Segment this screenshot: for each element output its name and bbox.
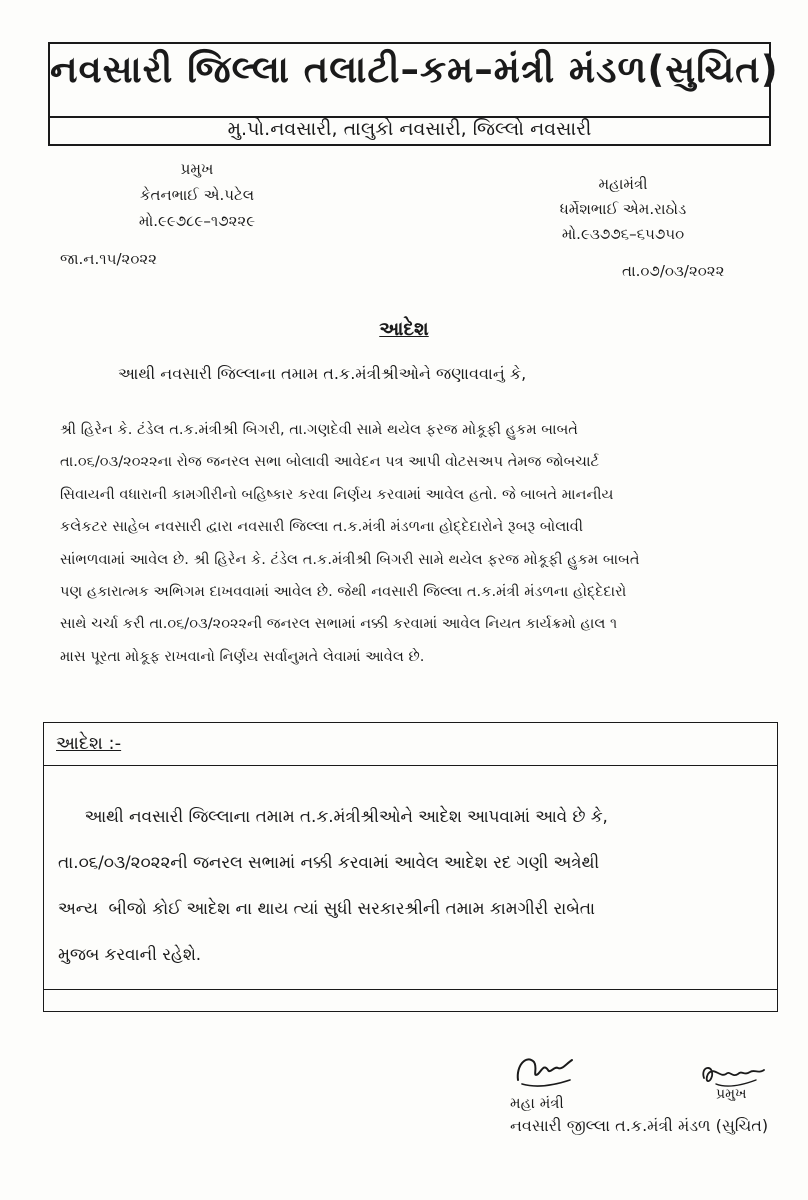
body-line: તા.૦૬/૦૩/૨૦૨૨ના રોજ જનરલ સભા બોલાવી આવેદન પત્ર આપી વોટસઅપ તેમજ જોબચાર્ટ xyxy=(60,453,600,471)
president-title: પ્રમુખ xyxy=(716,1086,747,1102)
body-line: સિવાયની વધારાની કામગીરીનો બહિષ્કાર કરવા નિર્ણય કરવામાં આવેલ હતો. જે બાબતે માનનીય xyxy=(60,485,614,503)
general-secretary-block xyxy=(528,172,718,247)
order-label xyxy=(56,733,121,754)
president-name: કેતનભાઈ એ.પટેલ xyxy=(139,186,255,204)
general-secretary-signature xyxy=(512,1044,582,1094)
order-box-divider-top xyxy=(44,765,777,766)
president-mobile: મો.૯૯૭૮૯–૧૭૨૨૯ xyxy=(138,212,256,230)
president-block xyxy=(112,156,282,234)
general-secretary-mobile: મો.૯૩૭૭૬–૬૫૭૫૦ xyxy=(561,225,685,243)
body-line: કલેકટર સાહેબ નવસારી દ્વારા નવસારી જિલ્લા ત.ક.મંત્રી મંડળના હોદ્દેદારોને રૂબરૂ બોલાવી xyxy=(60,518,584,536)
order-text xyxy=(58,793,770,977)
general-secretary-name: ધર્મેશભાઈ એમ.રાઠોડ xyxy=(559,200,687,218)
reference-number: જા.ન.૧૫/૨૦૨૨ xyxy=(60,250,157,268)
order-line: તા.૦૬/૦૩/૨૦૨૨ની જનરલ સભામાં નક્કી કરવામાં આવેલ આદેશ રદ ગણી અત્રેથી xyxy=(58,852,600,872)
general-secretary-title: મહા મંત્રી xyxy=(510,1094,564,1112)
organization-address: મુ.પો.નવસારી, તાલુકો નવસારી, જિલ્લો નવસારી xyxy=(227,118,592,140)
organization-title: નવસારી જિલ્લા તલાટી–કમ–મંત્રી મંડળ(સુચિત) xyxy=(50,48,779,91)
body-line: પણ હકારાત્મક અભિગમ દાખવવામાં આવેલ છે. જેથી નવસારી જિલ્લા ત.ક.મંત્રી મંડળના હોદ્દેદારો xyxy=(60,582,627,600)
president-designation: પ્રમુખ xyxy=(180,160,214,178)
body-line: માસ પૂરતા મોકૂફ રાખવાનો નિર્ણય સર્વાનુમતે લેવામાં આવેલ છે. xyxy=(60,647,425,665)
signature-organization: નવસારી જીલ્લા ત.ક.મંત્રી મંડળ (સુચિત) xyxy=(510,1116,769,1135)
order-box xyxy=(43,722,778,1012)
body-line: સાથે ચર્ચા કરી તા.૦૬/૦૩/૨૦૨૨ની જનરલ સભામાં નક્કી કરવામાં આવેલ નિયત કાર્યક્રમો હાલ ૧ xyxy=(60,615,618,633)
order-box-divider-bottom xyxy=(44,989,777,990)
intro-line: આથી નવસારી જિલ્લાના તમામ ત.ક.મંત્રીશ્રીઓને જણાવવાનું કે, xyxy=(118,364,527,383)
letterhead-box xyxy=(48,42,779,146)
body-paragraph xyxy=(60,414,772,673)
body-line: સાંભળવામાં આવેલ છે. શ્રી હિરેન કે. ટંડેલ ત.ક.મંત્રીશ્રી બિગરી સામે થયેલ ફરજ મોકૂફી હુકમ બાબતે xyxy=(60,550,640,568)
body-line: શ્રી હિરેન કે. ટંડેલ ત.ક.મંત્રીશ્રી બિગરી, તા.ગણદેવી સામે થયેલ ફરજ મોકૂફી હુકમ બાબતે xyxy=(60,421,578,438)
letter-date: તા.૦૭/૦૩/૨૦૨૨ xyxy=(622,262,725,280)
order-line: આથી નવસારી જિલ્લાના તમામ ત.ક.મંત્રીશ્રીઓને આદેશ આપવામાં આવે છે કે, xyxy=(58,806,608,826)
order-label-text: આદેશ :- xyxy=(56,733,122,754)
order-line: અન્ય બીજો કોઈ આદેશ ના થાય ત્યાં સુધી સરકારશ્રીની તમામ કામગીરી રાબેતા xyxy=(58,898,595,918)
order-line: મુજબ કરવાની રહેશે. xyxy=(58,944,202,964)
general-secretary-designation: મહામંત્રી xyxy=(598,175,648,193)
document-heading: આદેશ xyxy=(379,318,429,340)
